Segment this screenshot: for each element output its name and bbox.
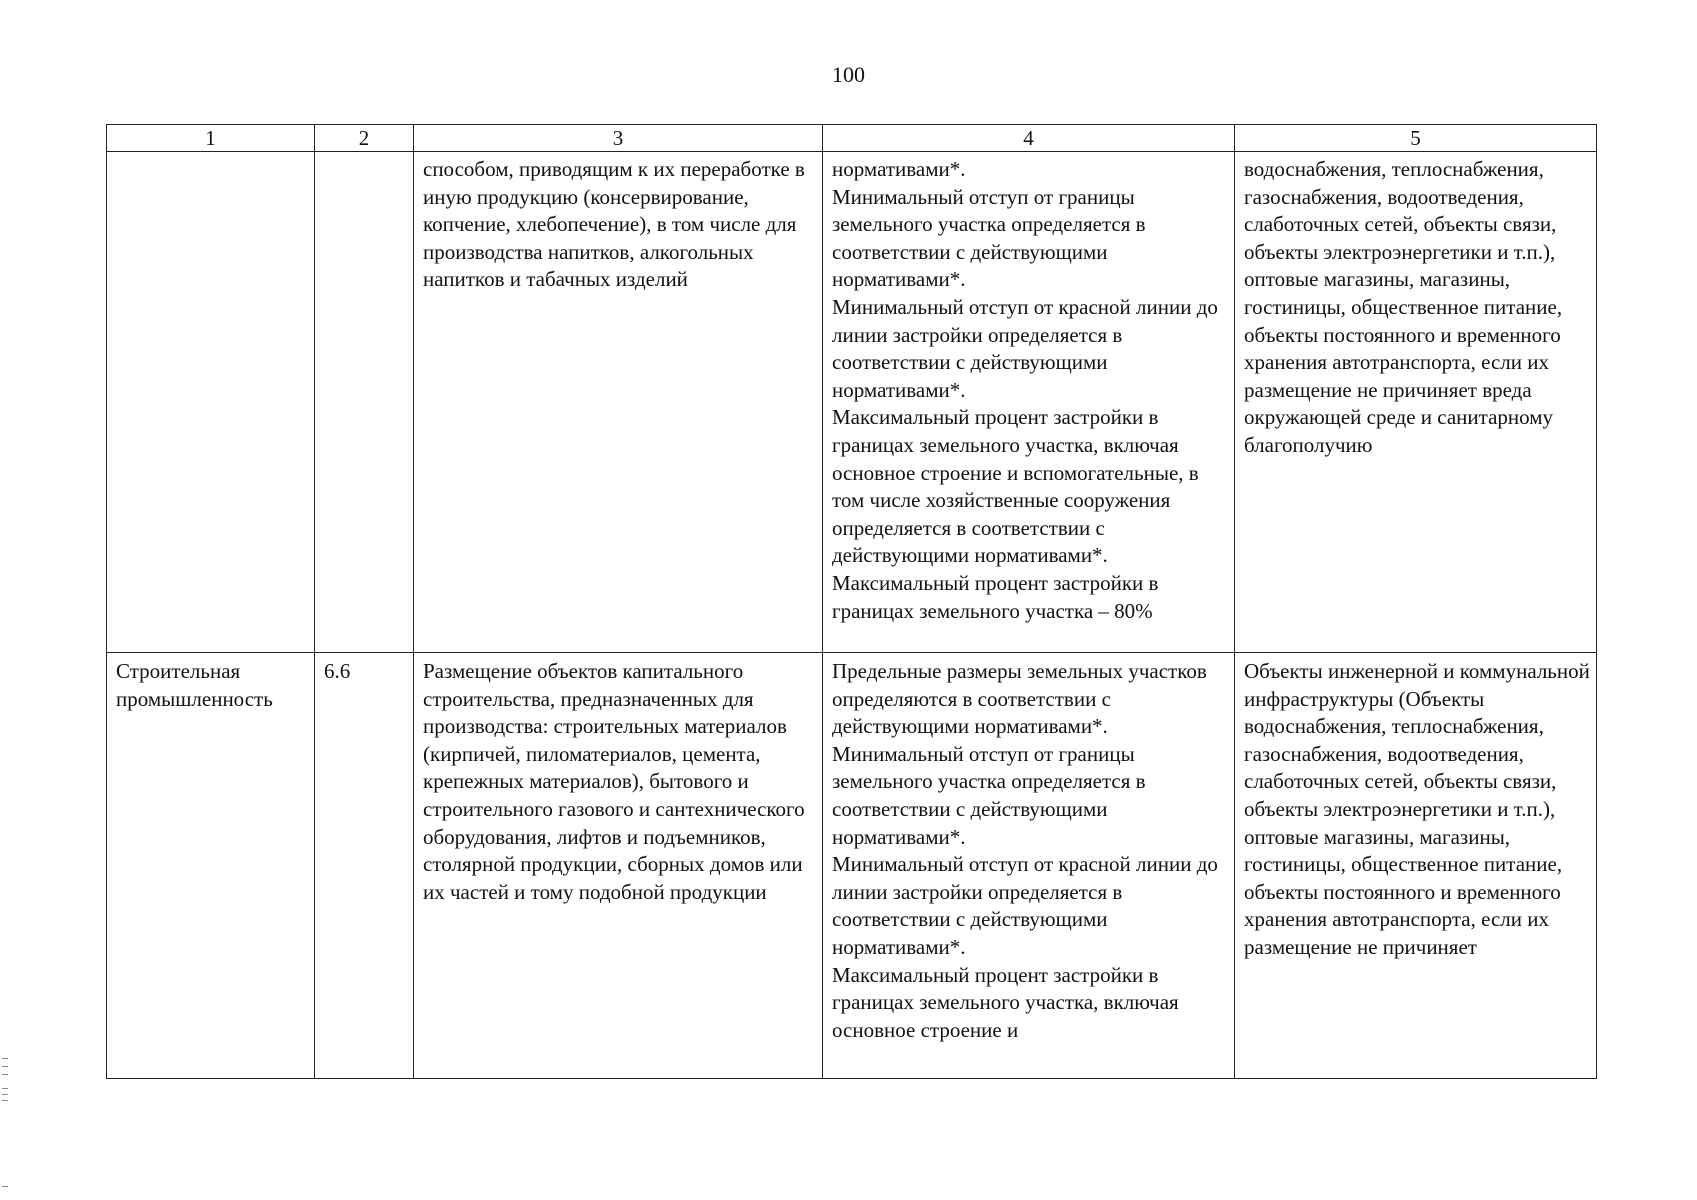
table-row	[107, 653, 1597, 1079]
cell-text: водоснабжения, теплоснабжения, газоснабжения, водоотведения, слаботочных сетей, объекты связи, объекты электроэнергетики и т.п.), оптовые магазины, магазины, гостиницы, общественное питание, объекты постоянного и временного хранения автотранспорта, если их размещение не причиняет вреда окружающей среде и санитарному благополучию	[1244, 157, 1563, 457]
column-header-3: 3	[414, 125, 823, 152]
table-header-row	[107, 125, 1597, 152]
table-row	[107, 152, 1597, 653]
page-number: 100	[832, 62, 865, 87]
scan-mark	[2, 1100, 8, 1101]
cell-text: нормативами*. Минимальный отступ от границы земельного участка определяется в соответствии с действующими нормативами*. Минимальный отступ от красной линии до линии застройки определяется в соответствии с действующими нормативами*. Максимальный процент застройки в границах земельного участка, включая основное строение и вспомогательные, в том числе хозяйственные сооружения определяется в соответствии с действующими нормативами*. Максимальный процент застройки в границах земельного участка – 80%	[832, 157, 1218, 623]
cell-text: 6.6	[324, 659, 351, 683]
scan-mark	[2, 1058, 8, 1059]
column-header-1: 1	[107, 125, 315, 152]
cell-parameters	[823, 152, 1235, 653]
cell-use-name	[107, 152, 315, 653]
cell-text: Предельные размеры земельных участков определяются в соответствии с действующими нормативами*. Минимальный отступ от границы земельного участка определяется в соответствии с действующими нормативами*. Минимальный отступ от красной линии до линии застройки определяется в соответствии с действующими нормативами*. Максимальный процент застройки в границах земельного участка, включая основное строение и	[832, 659, 1218, 1042]
column-header-4: 4	[823, 125, 1235, 152]
column-header-5: 5	[1235, 125, 1597, 152]
cell-code	[315, 152, 414, 653]
cell-text: Строительная промышленность	[116, 659, 273, 711]
scan-mark	[2, 1074, 8, 1075]
cell-use-name	[107, 653, 315, 1079]
land-use-table	[106, 124, 1597, 1079]
cell-text: Объекты инженерной и коммунальной инфраструктуры (Объекты водоснабжения, теплоснабжения, газоснабжения, водоотведения, слаботочных сетей, объекты связи, объекты электроэнергетики и т.п.), оптовые магазины, магазины, гостиницы, общественное питание, объекты постоянного и временного хранения автотранспорта, если их размещение не причиняет	[1244, 659, 1590, 959]
cell-text: Размещение объектов капитального строительства, предназначенных для производства: строительных материалов (кирпичей, пиломатериалов, цемента, крепежных материалов), бытового и строительного газового и сантехнического оборудования, лифтов и подъемников, столярной продукции, сборных домов или их частей и тому подобной продукции	[423, 659, 805, 904]
cell-auxiliary-uses	[1235, 653, 1597, 1079]
scan-mark	[2, 1186, 8, 1187]
cell-parameters	[823, 653, 1235, 1079]
cell-auxiliary-uses	[1235, 152, 1597, 653]
cell-text: способом, приводящим к их переработке в иную продукцию (консервирование, копчение, хлебопечение), в том числе для производства напитков, алкогольных напитков и табачных изделий	[423, 157, 805, 292]
cell-description	[414, 653, 823, 1079]
cell-code	[315, 653, 414, 1079]
scan-mark	[2, 1094, 8, 1095]
scan-mark	[2, 1088, 8, 1089]
cell-description	[414, 152, 823, 653]
column-header-2: 2	[315, 125, 414, 152]
scan-mark	[2, 1066, 8, 1067]
